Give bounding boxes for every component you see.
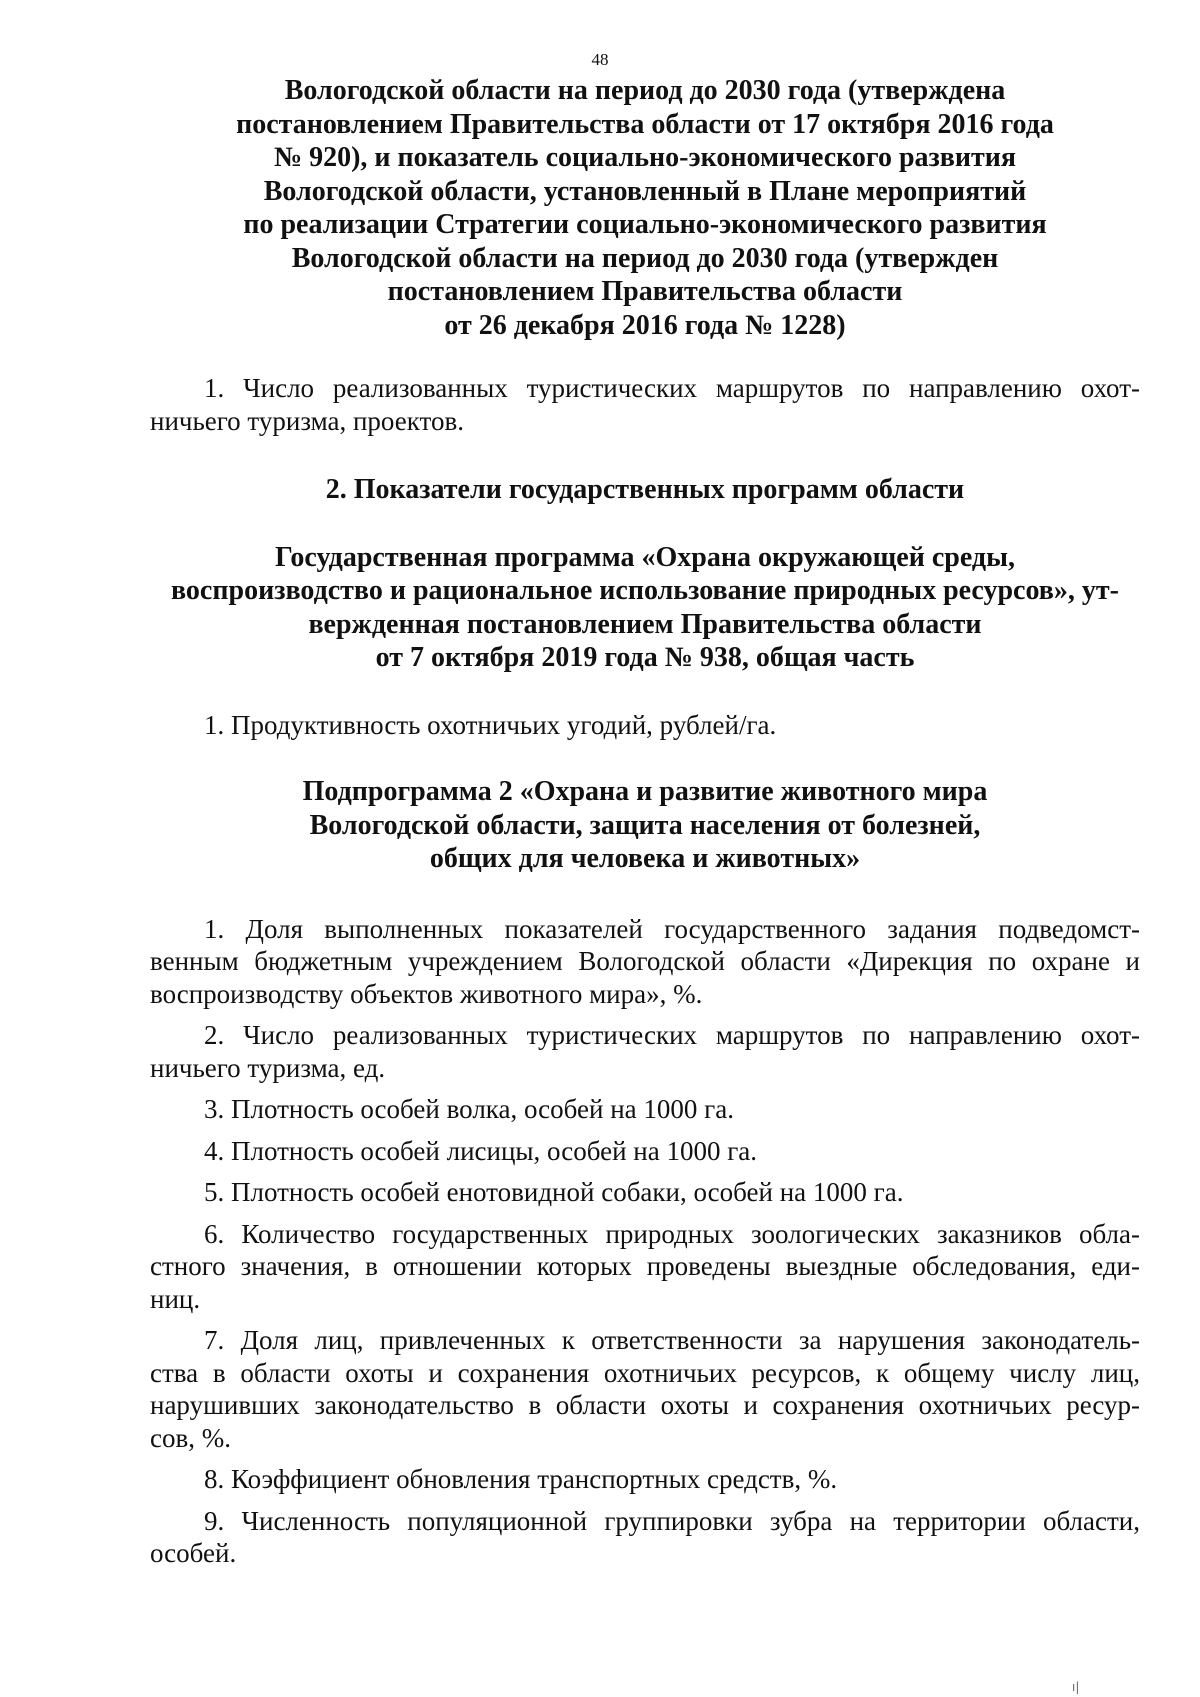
item-line: особей. [150, 1538, 237, 1568]
item-line: ниц. [150, 1283, 201, 1314]
item-line: 2. Число реализованных туристических маршрутов по направлению охот- [204, 1020, 1140, 1050]
item-line: 5. Плотность особей енотовидной собаки, особей на 1000 га. [204, 1177, 904, 1207]
program-item-1 [150, 709, 1140, 742]
subprogram-item-8 [150, 1463, 1140, 1496]
heading-line: Подпрограмма 2 «Охрана и развитие животного мира [302, 776, 988, 807]
subprogram-item-3 [150, 1093, 1140, 1126]
subprogram-item-2 [150, 1019, 1140, 1084]
item-line: ничьего туризма, проектов. [150, 405, 464, 436]
subprogram-item-9 [150, 1505, 1140, 1570]
item-line: воспроизводству объектов животного мира», %. [150, 978, 703, 1009]
item-line: 6. Количество государственных природных зоологических заказников обла- [204, 1218, 1140, 1249]
heading-line: постановлением Правительства области [387, 276, 903, 307]
heading-line: Вологодской области, установленный в Плане мероприятий [263, 175, 1027, 207]
heading-line: Вологодской области, защита населения от болезней, [309, 809, 981, 841]
subprogram-item-7 [150, 1324, 1140, 1454]
item-line: 9. Численность популяционной группировки зубра на территории области, [204, 1505, 1140, 1536]
item-line: 4. Плотность особей лисицы, особей на 1000 га. [204, 1135, 758, 1166]
document-body [150, 74, 1140, 1579]
top-heading [150, 74, 1140, 342]
item-line: ства в области охоты и сохранения охотничьих ресурсов, к общему числу лиц, [150, 1357, 1140, 1388]
heading-line: Вологодской области на период до 2030 года (утвержден [291, 242, 999, 274]
item-line: 3. Плотность особей волка, особей на 1000 га. [204, 1094, 734, 1124]
heading-line: общих для человека и животных» [429, 843, 861, 874]
item-line: 1. Число реализованных туристических маршрутов по направлению охот- [204, 373, 1140, 403]
subprogram-item-1 [150, 913, 1140, 1011]
heading-line: Вологодской области на период до 2030 года (утверждена [284, 75, 1006, 106]
section-heading: 2. Показатели государственных программ области [325, 474, 965, 505]
heading-line: постановлением Правительства области от 17 октября 2016 года [236, 108, 1054, 140]
item-line: сов, %. [150, 1422, 231, 1453]
subprogram-item-5 [150, 1176, 1140, 1209]
heading-line: по реализации Стратегии социально-экономического развития [243, 209, 1047, 240]
heading-line: № 920), и показатель социально-экономического развития [273, 142, 1017, 173]
item-line: 1. Доля выполненных показателей государственного задания подведомст- [204, 913, 1140, 944]
subprogram-item-4 [150, 1135, 1140, 1168]
top-item-1 [150, 372, 1140, 437]
subprogram-heading [150, 775, 1140, 876]
subprogram-item-6 [150, 1218, 1140, 1316]
heading-line: воспроизводство и рациональное использование природных ресурсов», ут- [171, 575, 1119, 606]
program-heading [150, 541, 1140, 675]
item-line: нарушивших законодательство в области охоты и сохранения охотничьих ресур- [150, 1390, 1140, 1420]
page-number: 48 [591, 50, 609, 69]
item-line: 7. Доля лиц, привлеченных к ответственности за нарушения законодатель- [204, 1325, 1140, 1355]
item-line: 8. Коэффициент обновления транспортных средств, %. [204, 1464, 838, 1494]
heading-line: Государственная программа «Охрана окружающей среды, [275, 541, 1015, 573]
item-line: стного значения, в отношении которых проведены выездные обследования, еди- [150, 1251, 1140, 1281]
item-line: ничьего туризма, ед. [150, 1052, 386, 1083]
heading-line: вержденная постановлением Правительства области [308, 608, 982, 640]
item-line: венным бюджетным учреждением Вологодской области «Дирекция по охране и [150, 946, 1140, 976]
heading-line: от 7 октября 2019 года № 938, общая часть [375, 642, 915, 673]
scan-mark: ı| [1072, 1680, 1080, 1694]
item-line: 1. Продуктивность охотничьих угодий, рублей/га. [204, 709, 777, 740]
heading-line: от 26 декабря 2016 года № 1228) [444, 309, 846, 341]
